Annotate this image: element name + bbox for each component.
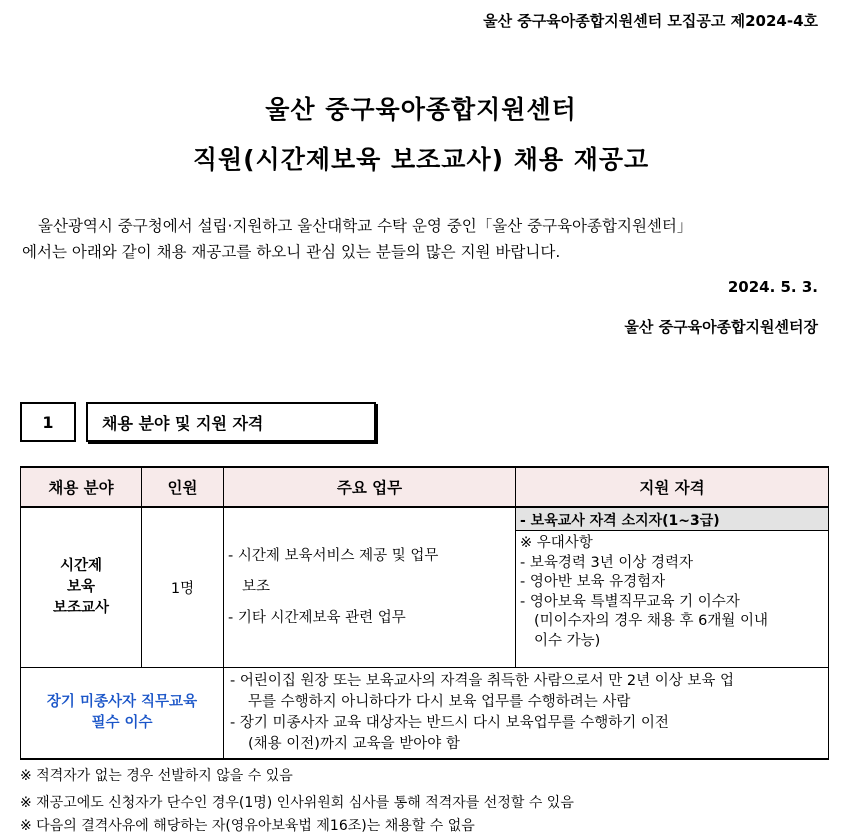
signer: 울산 중구육아종합지원센터장 xyxy=(624,318,818,336)
qualification-required: - 보육교사 자격 소지자(1~3급) xyxy=(516,508,828,531)
page-title: 울산 중구육아종합지원센터 xyxy=(265,95,577,124)
table-row-long-term xyxy=(21,667,829,759)
intro-line-1: 울산광역시 중구청에서 설립·지원하고 울산대학교 수탁 운영 중인「울산 중구육아종합지원센터」 xyxy=(38,217,693,235)
count-cell: 1명 xyxy=(142,507,224,667)
notice-date: 2024. 5. 3. xyxy=(727,278,818,296)
section-number: 1 xyxy=(20,402,76,442)
section-title: 채용 분야 및 지원 자격 xyxy=(86,402,376,442)
long-term-label: 장기 미종사자 직무교육 필수 이수 xyxy=(21,667,224,759)
field-cell: 시간제 보육 보조교사 xyxy=(21,507,142,667)
table-header-row xyxy=(21,467,829,507)
note-1: ※ 적격자가 없는 경우 선발하지 않을 수 있음 xyxy=(20,768,293,784)
header-duties: 주요 업무 xyxy=(224,467,516,507)
header-count: 인원 xyxy=(142,467,224,507)
header-qualification: 지원 자격 xyxy=(516,467,829,507)
note-3: ※ 다음의 결격사유에 해당하는 자(영유아보육법 제16조)는 채용할 수 없음 xyxy=(20,818,475,834)
page-subtitle: 직원(시간제보육 보조교사) 채용 재공고 xyxy=(192,145,650,174)
header-field: 채용 분야 xyxy=(21,467,142,507)
intro-line-2: 에서는 아래와 같이 채용 재공고를 하오니 관심 있는 분들의 많은 지원 바랍니다. xyxy=(22,243,561,261)
qualification-preferred: ※ 우대사항 - 보육경력 3년 이상 경력자 - 영아반 보육 유경험자 - 영아보육 특별직무교육 기 이수자 (미이수자의 경우 채용 후 6개월 이내 이수 가능) xyxy=(520,535,769,649)
recruitment-table xyxy=(20,466,829,760)
duties-cell: - 시간제 보육서비스 제공 및 업무 보조 - 기타 시간제보육 관련 업무 xyxy=(224,507,516,667)
notice-number: 울산 중구육아종합지원센터 모집공고 제2024-4호 xyxy=(483,12,818,30)
note-2: ※ 재공고에도 신청자가 단수인 경우(1명) 인사위원회 심사를 통해 적격자를 선정할 수 있음 xyxy=(20,795,574,811)
qualification-cell xyxy=(516,507,829,667)
long-term-description: - 어린이집 원장 또는 보육교사의 자격을 취득한 사람으로서 만 2년 이상 보육 업 무를 수행하지 아니하다가 다시 보육 업무를 수행하려는 사람 - 장기 미종사자 교육 대상자는 반드시 다시 보육업무를 수행하기 이전 (채용 이전)까지 교육을 받아야 함 xyxy=(224,667,829,759)
table-row xyxy=(21,507,829,667)
